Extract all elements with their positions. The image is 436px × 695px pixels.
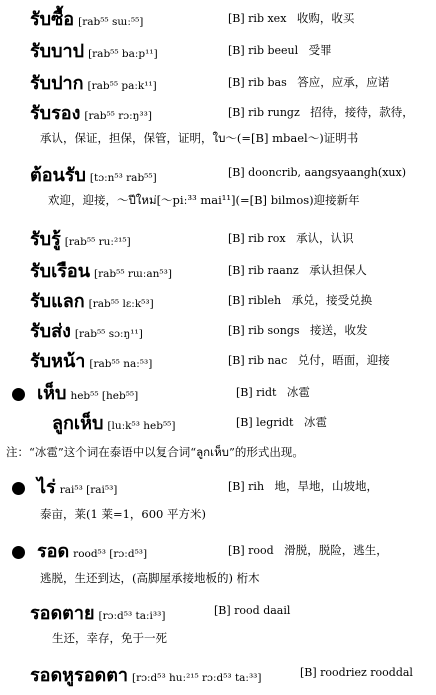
chinese-gloss: 承认，认识 bbox=[296, 231, 354, 245]
chinese-gloss-continued: 逃脱，生还到达，(高脚屋承接地板的) 桁木 bbox=[40, 571, 260, 585]
thai-headword: รับหน้า bbox=[30, 351, 86, 372]
entry-rab-ru bbox=[30, 224, 131, 253]
entry-rab-naa bbox=[30, 346, 152, 375]
entry-rod-tai bbox=[30, 598, 165, 627]
thai-headword: ต้อนรับ bbox=[30, 165, 86, 186]
thai-headword: รับแลก bbox=[30, 291, 85, 312]
phonetic: [rab⁵⁵ naː⁵³] bbox=[89, 358, 153, 370]
bullet-icon bbox=[12, 388, 25, 401]
chinese-gloss: 答应，应承，应诺 bbox=[297, 75, 390, 89]
chinese-gloss-continued: 承认，保证，担保，保管，证明，ใบ～(=[B] mbael～)证明书 bbox=[40, 131, 359, 145]
thai-headword: รอดตาย bbox=[30, 603, 95, 624]
entry-rab-ruean bbox=[30, 256, 172, 285]
phonetic: [rab⁵⁵ ruː²¹⁵] bbox=[64, 236, 131, 248]
chinese-gloss: 冰雹 bbox=[303, 415, 327, 429]
phonetic: [rɔːd⁵³ taːi³³] bbox=[98, 610, 166, 622]
buyi-gloss: [B] rib bas 答应，应承，应诺 bbox=[228, 75, 390, 89]
entry-rab-laek bbox=[30, 286, 154, 315]
thai-headword: รับเรือน bbox=[30, 261, 91, 282]
thai-headword: เห็บ bbox=[37, 383, 67, 404]
entry-rod bbox=[12, 536, 147, 565]
chinese-gloss: 滑脱，脱险，逃生， bbox=[284, 543, 388, 557]
entry-heb bbox=[12, 378, 138, 407]
chinese-gloss-continued: 泰亩，莱(1 莱=1，600 平方米) bbox=[40, 507, 207, 521]
chinese-gloss: 接送，收发 bbox=[310, 323, 368, 337]
phonetic: [tɔːn⁵³ rab⁵⁵] bbox=[89, 172, 157, 184]
chinese-gloss-continued: 欢迎，迎接，～ปีใหม่[～piː³³ mai¹¹](=[B] bilmos)迎接新年 bbox=[48, 193, 360, 207]
entry-rab-paak bbox=[30, 68, 157, 97]
buyi-gloss: [B] dooncrib, aangsyaangh(xux) bbox=[228, 166, 407, 179]
buyi-gloss: [B] rib raanz 承认担保人 bbox=[228, 263, 367, 277]
buyi-gloss: [B] rib rungz 招待，接待，款待， bbox=[228, 105, 414, 119]
entry-rai bbox=[12, 472, 117, 501]
phonetic: [rab⁵⁵ baːp¹¹] bbox=[88, 48, 158, 60]
entry-rod-hu-rod-ta bbox=[30, 660, 262, 689]
phonetic: [rab⁵⁵ sɔːŋ¹¹] bbox=[74, 328, 143, 340]
chinese-gloss: 招待，接待，款待， bbox=[310, 105, 414, 119]
chinese-gloss: 受罪 bbox=[308, 43, 332, 57]
buyi-gloss: [B] rood daail bbox=[214, 604, 291, 617]
phonetic: rood⁵³ [rɔːd⁵³] bbox=[73, 548, 148, 560]
thai-headword: ลูกเห็บ bbox=[52, 413, 104, 434]
entry-rab-song bbox=[30, 316, 143, 345]
entry-rab-sue bbox=[30, 4, 143, 33]
phonetic: heb⁵⁵ [heb⁵⁵] bbox=[70, 390, 139, 402]
buyi-gloss: [B] ridt 冰雹 bbox=[236, 385, 310, 399]
entry-luk-heb bbox=[52, 408, 175, 437]
buyi-gloss: [B] legridt 冰雹 bbox=[236, 415, 327, 429]
thai-headword: รับรู้ bbox=[30, 229, 61, 250]
buyi-gloss: [B] roodriez rooddal bbox=[300, 666, 413, 679]
thai-headword: รับซื้อ bbox=[30, 9, 75, 30]
chinese-gloss: 兑付，晤面，迎接 bbox=[297, 353, 390, 367]
thai-headword: รอดหูรอดตา bbox=[30, 665, 128, 686]
note: 注：“冰雹”这个词在泰语中以复合词“ลูกเห็บ”的形式出现。 bbox=[6, 445, 304, 459]
buyi-gloss: [B] rib xex 收购，收买 bbox=[228, 11, 355, 25]
phonetic: [rab⁵⁵ sɯː⁵⁵] bbox=[78, 16, 144, 28]
thai-headword: รับบาป bbox=[30, 41, 85, 62]
entry-ton-rab bbox=[30, 160, 157, 189]
phonetic: [rab⁵⁵ paːk¹¹] bbox=[87, 80, 157, 92]
bullet-icon bbox=[12, 546, 25, 559]
phonetic: [rab⁵⁵ lɛːk⁵³] bbox=[88, 298, 154, 310]
phonetic: [rab⁵⁵ rɯːan⁵³] bbox=[94, 268, 172, 280]
buyi-gloss: [B] rood 滑脱，脱险，逃生， bbox=[228, 543, 388, 557]
entry-rab-rong bbox=[30, 98, 152, 127]
buyi-gloss: [B] rib rox 承认，认识 bbox=[228, 231, 354, 245]
phonetic: [rɔːd⁵³ huː²¹⁵ rɔːd⁵³ taː³³] bbox=[132, 672, 262, 684]
thai-headword: รับปาก bbox=[30, 73, 84, 94]
thai-headword: รับรอง bbox=[30, 103, 81, 124]
phonetic: [rab⁵⁵ rɔːŋ³³] bbox=[84, 110, 152, 122]
entry-rab-baap bbox=[30, 36, 158, 65]
chinese-gloss-continued: 生还，幸存，免于一死 bbox=[52, 631, 167, 645]
bullet-icon bbox=[12, 482, 25, 495]
buyi-gloss: [B] rib nac 兑付，晤面，迎接 bbox=[228, 353, 390, 367]
chinese-gloss: 冰雹 bbox=[286, 385, 310, 399]
chinese-gloss: 承兑，接受兑换 bbox=[291, 293, 373, 307]
thai-headword: ไร่ bbox=[37, 477, 56, 498]
chinese-gloss: 收购，收买 bbox=[296, 11, 355, 25]
buyi-gloss: [B] ribleh 承兑，接受兑换 bbox=[228, 293, 373, 307]
thai-headword: รอด bbox=[37, 541, 70, 562]
buyi-gloss: [B] rib songs 接送，收发 bbox=[228, 323, 368, 337]
chinese-gloss: 承认担保人 bbox=[309, 263, 367, 277]
phonetic: rai⁵³ [rai⁵³] bbox=[59, 484, 118, 496]
buyi-gloss: [B] rih 地，旱地，山坡地， bbox=[228, 479, 379, 493]
buyi-gloss: [B] rib beeul 受罪 bbox=[228, 43, 332, 57]
chinese-gloss: 地，旱地，山坡地， bbox=[274, 479, 379, 493]
thai-headword: รับส่ง bbox=[30, 321, 71, 342]
phonetic: [luːk⁵³ heb⁵⁵] bbox=[107, 420, 176, 432]
